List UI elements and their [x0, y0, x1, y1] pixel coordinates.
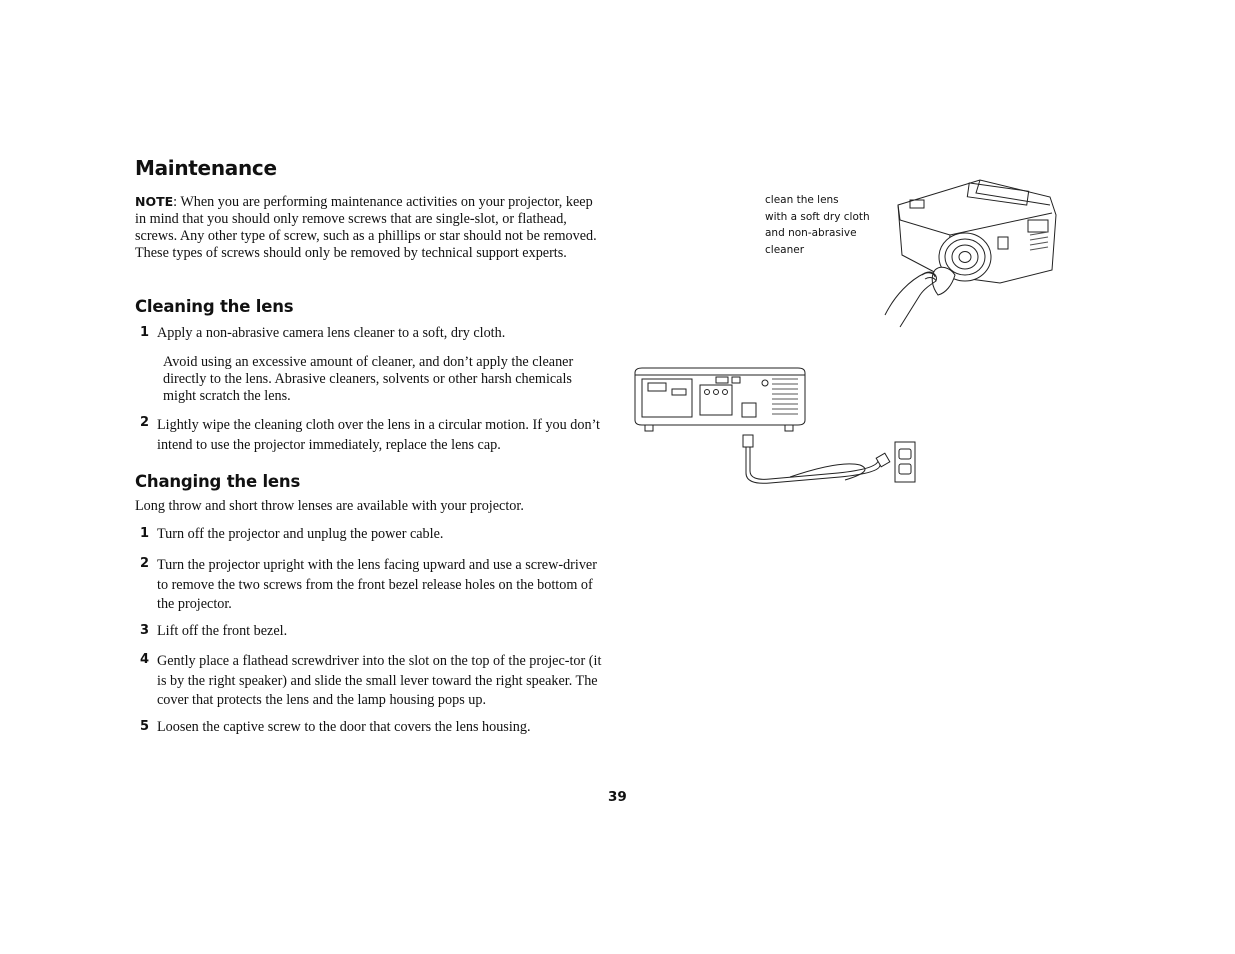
changing-step-3-number: 3 [140, 623, 150, 638]
cleaning-subnote: Avoid using an excessive amount of cleaner, and don’t apply the cleaner directly to the lens. Abrasive cleaners, solvents or other harsh chemicals might scratch the lens. [163, 354, 574, 404]
changing-step-1-text: Turn off the projector and unplug the power cable. [157, 526, 444, 542]
changing-heading: Changing the lens [135, 472, 301, 491]
changing-step-4-text: Gently place a flathead screwdriver into the slot on the top of the projec-tor (it is by the right speaker) and slide the small lever toward the right speaker. The cover that protects the lens and the lamp housing pops up. [157, 653, 602, 708]
cleaning-step-2-text: Lightly wipe the cleaning cloth over the lens in a circular motion. If you don’t intend to use the projector immediately, replace the lens cap. [157, 417, 600, 453]
cleaning-step-2-number: 2 [140, 415, 150, 430]
note-label: NOTE [135, 194, 174, 209]
caption-line: with a soft dry cloth [765, 210, 870, 223]
changing-step-1-number: 1 [140, 526, 150, 541]
caption-line: clean the lens [765, 194, 839, 206]
changing-step-2-number: 2 [140, 556, 150, 571]
changing-step-2-text: Turn the projector upright with the lens facing upward and use a screw-driver to remove the two screws from the front bezel release holes on the bottom of the projector. [157, 557, 597, 612]
page-number: 39 [608, 789, 627, 805]
power-cable-illustration [630, 365, 925, 515]
caption-line: cleaner [765, 243, 805, 256]
changing-step-4-number: 4 [140, 652, 150, 667]
changing-step-5-number: 5 [140, 719, 150, 734]
changing-step-5-text: Loosen the captive screw to the door that covers the lens housing. [157, 719, 531, 735]
lens-cleaning-illustration [880, 175, 1065, 335]
cleaning-step-1-number: 1 [140, 325, 150, 340]
caption-line: and non-abrasive [765, 227, 857, 239]
illustration-caption [765, 192, 885, 258]
note-paragraph [135, 193, 605, 262]
changing-step-3-text: Lift off the front bezel. [157, 623, 288, 639]
cleaning-step-1-text: Apply a non-abrasive camera lens cleaner to a soft, dry cloth. [157, 325, 506, 341]
page-title: Maintenance [135, 156, 277, 180]
changing-intro: Long throw and short throw lenses are available with your projector. [135, 498, 524, 514]
cleaning-heading: Cleaning the lens [135, 297, 294, 316]
note-text: : When you are performing maintenance activities on your projector, keep in mind that you should only remove screws that are single-slot, or flathead, screws. Any other type of screw, such as a phillips or star should not be removed. These types of screws should only be removed by technical support experts. [135, 194, 597, 261]
